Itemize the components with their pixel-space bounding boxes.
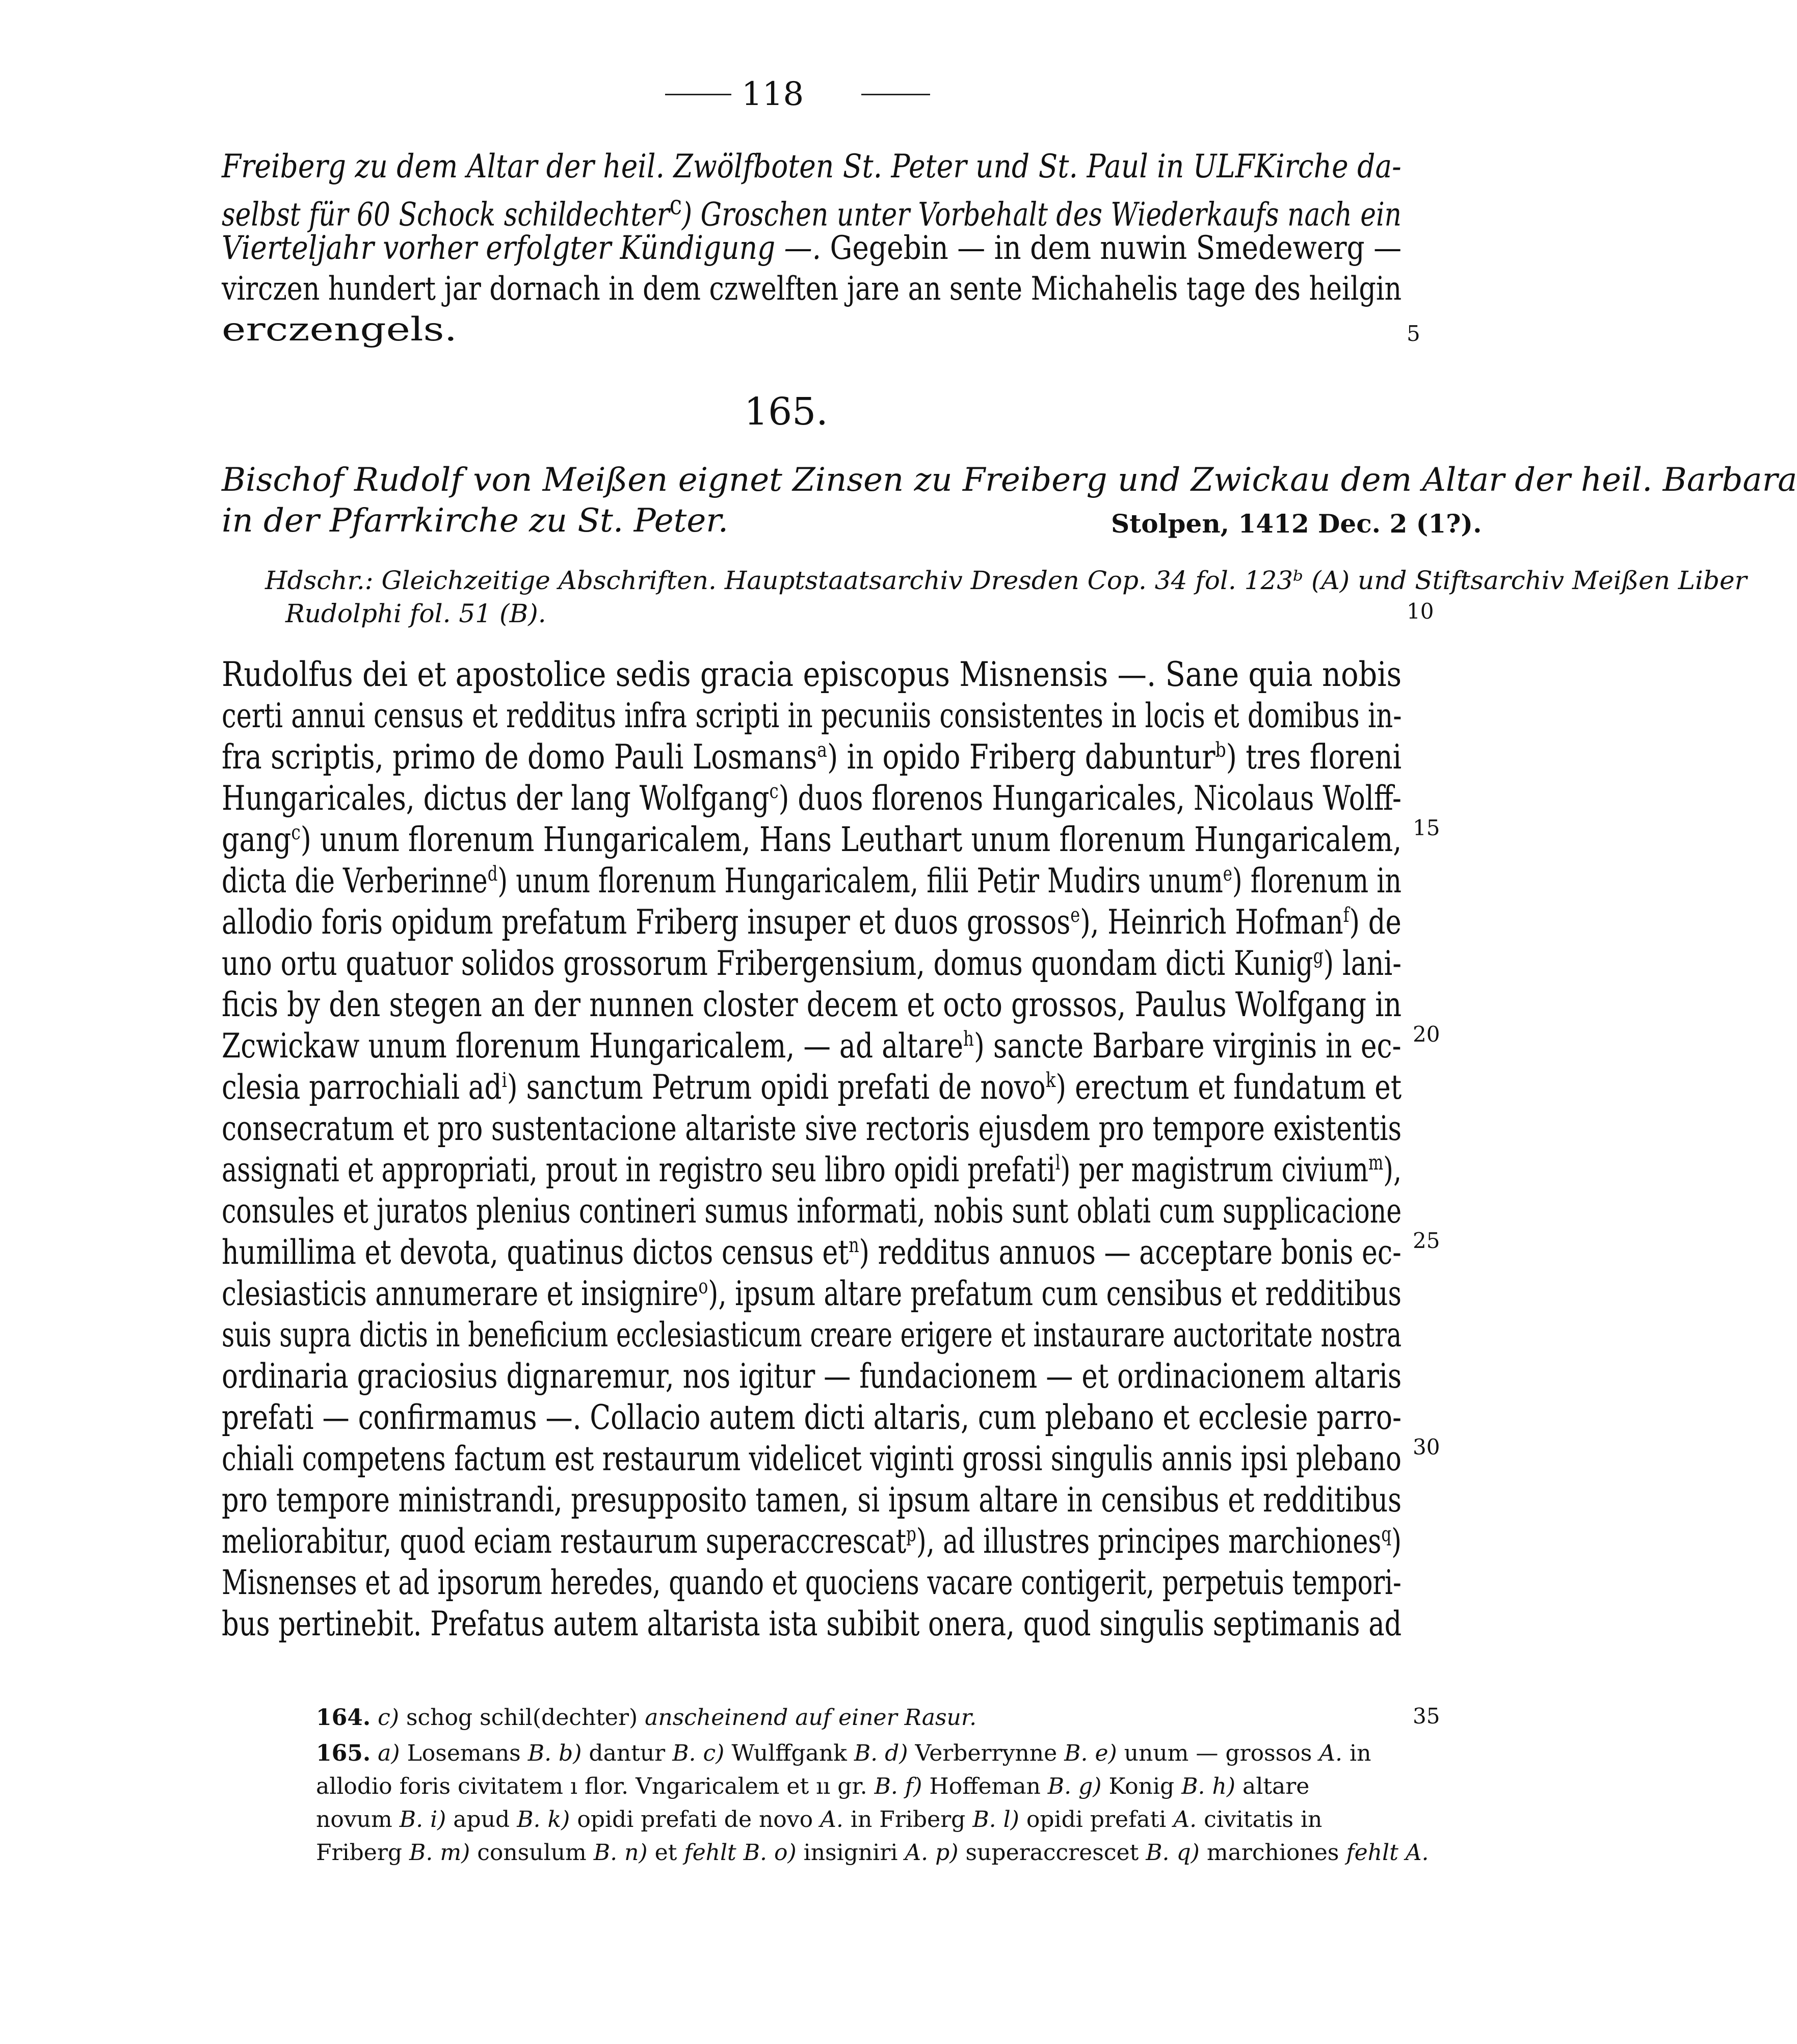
text-run: virczen hundert jar dornach in dem czwelften jare an sente Michahelis tage des heilgin <box>222 270 1402 308</box>
body-line: allodio foris opidum prefatum Friberg insuper et duos grossos$^e$), Heinrich Hofman$^f$) de <box>222 902 1402 942</box>
footnote-marker: h <box>963 1027 974 1051</box>
text-run: i) <box>430 1807 446 1833</box>
prev-doc-line <box>222 148 1402 185</box>
text-run <box>996 1807 1003 1833</box>
text-run: k) <box>547 1807 570 1833</box>
text-run <box>617 1840 624 1866</box>
text-run: erczengels. <box>222 311 458 349</box>
body-line: suis supra dictis in beneficium ecclesiasticum creare erigere et instaurare auctoritate nostra <box>222 1315 1402 1355</box>
body-line: ficis by den stegen an der nunnen closter decem et octo grossos, Paulus Wolfgang in <box>222 985 1402 1024</box>
text-run: e) <box>1095 1740 1117 1766</box>
text-run: c) <box>378 1705 399 1731</box>
footnote-marker: g <box>1313 945 1324 968</box>
body-line: uno ortu quatuor solidos grossorum Fribergensium, domus quondam dicti Kunig$^g$) lani- <box>222 944 1402 983</box>
text-run: superaccrescet <box>958 1840 1146 1866</box>
text-run: B. <box>972 1807 996 1833</box>
line-number: 5 <box>1407 321 1420 346</box>
sources-line: Hdschr.: Gleichzeitige Abschriften. Hauptstaatsarchiv Dresden Cop. 34 fol. 123ᵇ (A) und Stiftsarchiv Meißen Liber <box>265 566 1747 595</box>
text-run: A. <box>905 1840 929 1866</box>
body-line: Hungaricales, dictus der lang Wolfgang$^c$) duos florenos Hungaricales, Nicolaus Wolff- <box>222 779 1402 818</box>
text-run: a) <box>378 1740 400 1766</box>
text-run: allodio foris civitatem ı flor. Vngaricalem et ıı gr. <box>316 1773 875 1799</box>
body-line: meliorabitur, quod eciam restaurum superaccrescat$^p$), ad illustres principes marchiones$^q$) <box>222 1522 1402 1561</box>
line-number: 15 <box>1413 815 1440 840</box>
body-line: ordinaria graciosius dignaremur, nos igitur — fundacionem — et ordinacionem altaris <box>222 1357 1402 1396</box>
footnote-label: 164. <box>316 1705 371 1731</box>
text-run: d) <box>885 1740 908 1766</box>
text-run: selbst für 60 Schock schildechter <box>222 196 670 234</box>
text-run: B. <box>1181 1773 1205 1799</box>
text-run: insigniri <box>796 1840 905 1866</box>
text-run: altare <box>1235 1773 1310 1799</box>
line-number: 25 <box>1413 1228 1440 1253</box>
footnote-marker: b <box>1215 738 1226 762</box>
footnote-marker: e <box>1070 904 1080 927</box>
text-run: fehlt A. <box>1346 1840 1429 1866</box>
text-run <box>541 1807 548 1833</box>
text-run <box>878 1740 885 1766</box>
text-run: Gegebin — in dem nuwin Smedewerg — <box>821 229 1402 267</box>
text-run: civitatis in <box>1197 1807 1323 1833</box>
header-rule-right <box>861 94 930 95</box>
text-run: Losemans <box>400 1740 528 1766</box>
prev-doc-line <box>222 270 1402 308</box>
place-date: Stolpen, 1412 Dec. 2 (1?). <box>1111 509 1482 539</box>
text-run: Konig <box>1101 1773 1182 1799</box>
text-run: opidi prefati <box>1019 1807 1174 1833</box>
text-run <box>767 1840 774 1866</box>
text-run: Verberrynne <box>908 1740 1065 1766</box>
text-run: B. <box>874 1773 898 1799</box>
body-line: Rudolfus dei et apostolice sedis gracia episcopus Misnensis —. Sane quia nobis <box>222 655 1402 694</box>
footnote-164 <box>316 1705 976 1731</box>
text-run: A. <box>820 1807 843 1833</box>
footnote-marker: q <box>1381 1523 1392 1546</box>
footnote-165-cont <box>316 1840 1429 1866</box>
text-run: schog schil(dechter) <box>399 1705 645 1731</box>
text-run: p) <box>935 1840 959 1866</box>
body-line: prefati — confirmamus —. Collacio autem dicti altaris, cum plebano et ecclesie parro- <box>222 1398 1402 1437</box>
text-run: Freiberg zu dem Altar der heil. Zwölfboten St. Peter und St. Paul in ULFKirche da- <box>222 148 1402 185</box>
text-run: g) <box>1078 1773 1102 1799</box>
body-line: clesiasticis annumerare et insignire$^o$), ipsum altare prefatum cum censibus et redditibus <box>222 1274 1402 1313</box>
text-run <box>1205 1773 1212 1799</box>
footnote-marker: k <box>1045 1069 1056 1092</box>
text-run: m) <box>440 1840 470 1866</box>
footnote-label: 165. <box>316 1740 371 1766</box>
text-run: n) <box>624 1840 648 1866</box>
footnote-marker: p <box>906 1523 916 1546</box>
text-run: q) <box>1176 1840 1200 1866</box>
text-run: Friberg <box>316 1840 410 1866</box>
text-run: Vierteljahr vorher erfolgter Kündigung —. <box>222 229 822 267</box>
document-summary-line: Bischof Rudolf von Meißen eignet Zinsen zu Freiberg und Zwickau dem Altar der heil. Barbara <box>222 461 1797 499</box>
body-line: dicta die Verberinne$^d$) unum florenum Hungaricalem, filii Petir Mudirs unum$^e$) florenum in <box>222 861 1402 900</box>
text-run: A. <box>1173 1807 1197 1833</box>
text-run: o) <box>774 1840 797 1866</box>
text-run: B. <box>399 1807 424 1833</box>
footnote-marker: d <box>487 862 498 886</box>
text-run: in Friberg <box>843 1807 973 1833</box>
prev-doc-line <box>222 229 1402 267</box>
text-run: B. <box>517 1807 541 1833</box>
text-run <box>1071 1773 1078 1799</box>
footnote-165 <box>316 1740 1371 1766</box>
text-run: B. <box>1146 1840 1170 1866</box>
text-run: B. <box>593 1840 618 1866</box>
text-run <box>423 1807 430 1833</box>
body-line: chiali competens factum est restaurum videlicet viginti grossi singulis annis ipsi plebano <box>222 1439 1402 1478</box>
footnote-marker: o <box>698 1275 708 1298</box>
text-run: consulum <box>470 1840 594 1866</box>
prev-doc-line <box>222 311 457 349</box>
footnote-marker: m <box>1368 1151 1384 1175</box>
text-run: novum <box>316 1807 400 1833</box>
text-run: l) <box>1003 1807 1019 1833</box>
text-run: B. <box>1047 1773 1072 1799</box>
text-run: Hoffeman <box>922 1773 1048 1799</box>
footnote-marker: f <box>1343 904 1350 927</box>
prev-doc-line <box>222 189 1402 233</box>
footnote-marker: c <box>669 189 682 221</box>
line-number: 10 <box>1407 599 1434 624</box>
footnote-marker: c <box>291 821 301 844</box>
body-line: pro tempore ministrandi, presupposito tamen, si ipsum altare in censibus et redditibus <box>222 1480 1402 1520</box>
footnote-text <box>378 1740 1371 1766</box>
page-number: 118 <box>742 75 804 113</box>
text-run: b) <box>559 1740 582 1766</box>
sources-line: Rudolphi fol. 51 (B). <box>285 599 546 628</box>
text-run <box>433 1840 440 1866</box>
text-run: fehlt B. <box>684 1840 768 1866</box>
text-run: dantur <box>582 1740 673 1766</box>
text-run: f) <box>905 1773 922 1799</box>
body-line: consules et juratos plenius contineri sumus informati, nobis sunt oblati cum supplicacione <box>222 1191 1402 1231</box>
header-rule-left <box>665 94 731 95</box>
body-line: bus pertinebit. Prefatus autem altarista ista subibit onera, quod singulis septimanis ad <box>222 1604 1402 1643</box>
footnote-marker: a <box>817 738 828 762</box>
text-run: et <box>647 1840 684 1866</box>
body-line: Zcwickaw unum florenum Hungaricalem, — ad altare$^h$) sancte Barbare virginis in ec- <box>222 1026 1402 1066</box>
footnote-marker: i <box>501 1069 507 1092</box>
footnote-marker: e <box>1223 862 1232 886</box>
footnote-165-cont <box>316 1807 1322 1833</box>
body-line: fra scriptis, primo de domo Pauli Losmans$^a$) in opido Friberg dabuntur$^b$) tres floreni <box>222 737 1402 777</box>
body-line: humillima et devota, quatinus dictos census $et^n$) redditus annuos — acceptare bonis ec- <box>222 1233 1402 1272</box>
text-run: anscheinend auf einer Rasur. <box>645 1705 977 1731</box>
text-run: B. <box>409 1840 433 1866</box>
body-line: assignati et appropriati, prout in registro seu libro opidi prefati$^l$) per magistrum civium$^m$), <box>222 1150 1402 1189</box>
text-run <box>898 1773 905 1799</box>
body-line: certi annui census et redditus infra scripti in pecuniis consistentes in locis et domibus in- <box>222 696 1402 735</box>
line-number: 30 <box>1413 1435 1440 1459</box>
text-run: B. <box>672 1740 696 1766</box>
line-number: 35 <box>1413 1704 1440 1729</box>
text-run: opidi prefati de novo <box>570 1807 821 1833</box>
footnote-marker: n <box>849 1234 859 1257</box>
text-run: in <box>1342 1740 1371 1766</box>
footnote-text <box>378 1705 976 1731</box>
document-number: 165. <box>744 390 828 434</box>
text-run: B. <box>854 1740 878 1766</box>
text-run <box>551 1740 559 1766</box>
text-run: apud <box>446 1807 517 1833</box>
body-line: Misnenses et ad ipsorum heredes, quando et quociens vacare contigerit, perpetuis tempori- <box>222 1563 1402 1602</box>
text-run: B. <box>1064 1740 1088 1766</box>
footnote-marker: l <box>1055 1151 1061 1175</box>
text-run: c) <box>703 1740 725 1766</box>
text-run <box>696 1740 703 1766</box>
text-run: Wulffgank <box>724 1740 854 1766</box>
body-line: gang$^c$) unum florenum Hungaricalem, Hans Leuthart unum florenum Hungaricalem, <box>222 820 1402 859</box>
text-run <box>1088 1740 1095 1766</box>
text-run: h) <box>1212 1773 1236 1799</box>
body-line: consecratum et pro sustentacione altariste sive rectoris ejusdem pro tempore existentis <box>222 1109 1402 1148</box>
body-line: clesia parrochiali $ad^i$) sanctum Petrum opidi prefati de novo$^k$) erectum et fundatum et <box>222 1068 1402 1107</box>
text-run <box>928 1840 935 1866</box>
document-summary-line: in der Pfarrkirche zu St. Peter. <box>222 502 729 540</box>
text-run: A. <box>1319 1740 1343 1766</box>
text-run <box>1170 1840 1177 1866</box>
text-run: marchiones <box>1199 1840 1346 1866</box>
footnote-marker: c <box>769 780 779 803</box>
footnote-165-cont <box>316 1773 1309 1799</box>
text-run: unum — grossos <box>1117 1740 1319 1766</box>
text-run: ) Groschen unter Vorbehalt des Wiederkaufs nach ein <box>681 196 1402 234</box>
text-run: B. <box>527 1740 552 1766</box>
line-number: 20 <box>1413 1022 1440 1047</box>
